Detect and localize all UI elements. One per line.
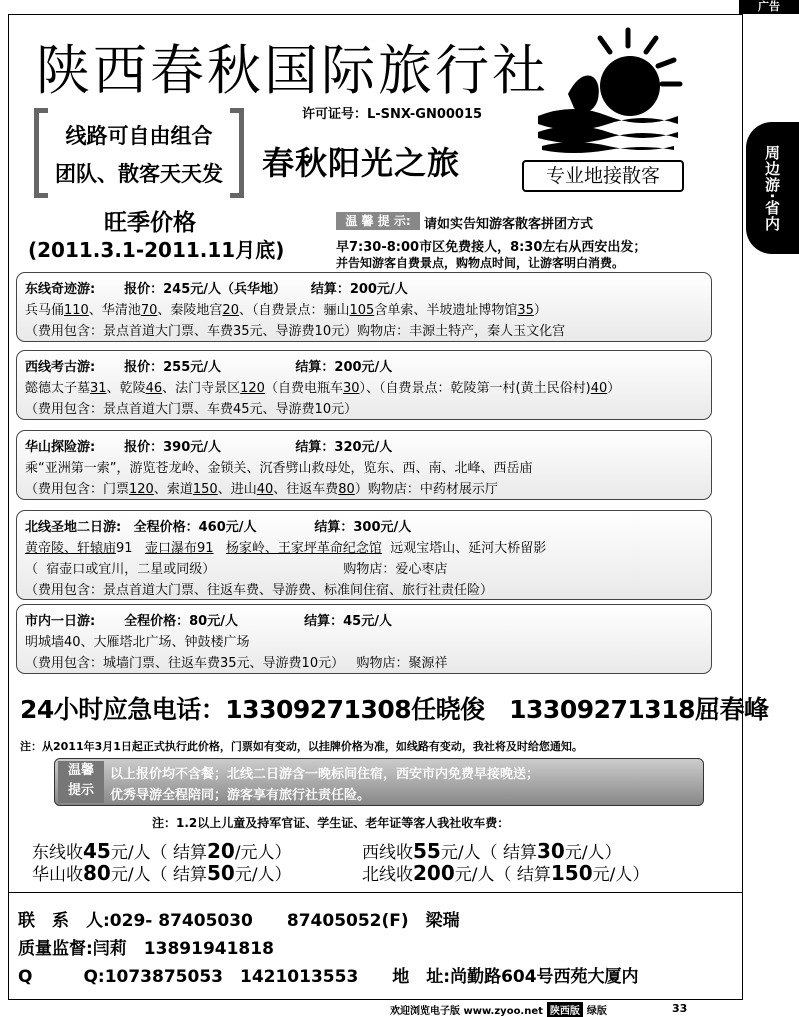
combo-line-2: 团队、散客天天发 (55, 161, 223, 186)
reminder-label (58, 761, 104, 803)
fee-settle-amount: 30 (536, 839, 565, 863)
reminder-label-2: 提示 (67, 783, 94, 798)
route-line: （费用包含：景点首道大门票、车费35元、导游费10元）购物店：丰源土特产，秦人玉文化宫 (25, 324, 566, 339)
fee-route: 华山收 (32, 865, 83, 885)
sun-wave-logo-icon (528, 24, 688, 156)
fee-route: 北线收 (362, 865, 413, 885)
combo-line-1: 线路可自由组合 (65, 123, 213, 148)
route-line: （费用包含：景点首道大门票、车费45元、导游费10元） (25, 402, 358, 417)
reminder-label-1: 温馨 (67, 763, 94, 778)
contact-person: 联 系 人:029- 87405030 87405052(F) 梁瑞 (18, 911, 460, 931)
company-name: 陕西春秋国际旅行社 (36, 39, 549, 102)
fee-huashan (32, 860, 292, 885)
route-line: 黄帝陵、轩辕庙91 壶口瀑布91 杨家岭、王家坪革命纪念馆 远观宝塔山、延河大桥留影 (25, 541, 547, 556)
footer (390, 1002, 607, 1017)
route-card-west (16, 350, 712, 420)
tip-label: 温 馨 提 示: (336, 212, 420, 230)
season-date-range: (2011.3.1-2011.11月底) (28, 238, 285, 262)
fee-route: 西线收 (362, 843, 413, 863)
fee-settle-amount: 20 (206, 839, 235, 863)
footer-site: 欢迎浏览电子版 www.zyoo.net (390, 1006, 543, 1017)
reminder-line-2: 优秀导游全程陪同；游客享有旅行社责任险。 (110, 788, 371, 803)
emergency-hotline: 24小时应急电话：13309271308任晓俊 13309271318屈春峰 (20, 695, 769, 724)
price-note: 注：从2011年3月1日起正式执行此价格，门票如有变动，以挂牌价格为准，如线路有变动，我社将及时给您通知。 (20, 740, 583, 753)
combo-callout (34, 108, 244, 198)
fee-unit: 元/人） (592, 865, 650, 885)
route-line: 兵马俑110、华清池70、秦陵地宫20、（自费景点：骊山105含单索、半坡遗址博物馆35） (25, 303, 547, 318)
fee-amount: 200 (413, 861, 455, 885)
fee-settle-label: 元/人（ 结算 (110, 843, 207, 863)
route-line: 北线圣地二日游: 全程价格：460元/人 结算：300元/人 (25, 520, 412, 535)
footer-edition: 绿版 (586, 1006, 607, 1017)
fee-north (362, 860, 649, 885)
route-line: （费用包含：景点首道大门票、往返车费、导游费、标准间住宿、旅行社责任险） (25, 583, 494, 598)
fee-settle-label: 元/人（ 结算 (454, 865, 551, 885)
route-card-city (16, 604, 712, 674)
route-line: （ 宿壶口或宜川，二星或同级） 购物店：爱心枣店 (25, 562, 448, 577)
fee-settle-label: 元/人（ 结算 (110, 865, 207, 885)
fee-amount: 80 (83, 861, 111, 885)
fee-settle-amount: 50 (206, 861, 235, 885)
route-card-huashan (16, 430, 712, 500)
route-line: 市内一日游: 全程价格：80元/人 结算：45元/人 (25, 614, 392, 629)
license-number: 许可证号：L-SNX-GN00015 (302, 107, 483, 122)
tip-line-2: 并告知游客自费景点，购物点时间，让游客明白消费。 (336, 256, 625, 270)
fee-unit: 元/人） (564, 843, 622, 863)
fee-amount: 45 (83, 839, 111, 863)
ad-tag: 广告 (739, 0, 799, 14)
fee-route: 东线收 (32, 843, 83, 863)
fee-settle-amount: 150 (550, 861, 593, 885)
child-fee-note: 注：1.2以上儿童及持军官证、学生证、老年证等客人我社收车费： (152, 816, 510, 830)
route-line: 华山探险游: 报价：390元/人 结算：320元/人 (25, 440, 393, 455)
fee-unit: 元/人） (234, 865, 292, 885)
reminder-line-1: 以上报价均不含餐；北线二日游含一晚标间住宿，西安市内免费早接晚送； (110, 767, 540, 782)
side-tab-category: 周边游·省内 (746, 122, 799, 254)
fee-unit: /元人） (234, 843, 292, 863)
footer-badge: 陕西版 (547, 1002, 583, 1017)
route-card-east (16, 272, 712, 342)
route-line: 西线考古游: 报价：255元/人 结算：200元/人 (25, 360, 393, 375)
right-bracket (230, 108, 244, 198)
route-line: 懿德太子墓31、乾陵46、法门寺景区120（自费电瓶车30）、（自费景点：乾陵第一村(黄土民俗村)40） (25, 381, 621, 396)
route-line: （费用包含：城墙门票、往返车费35元、导游费10元） 购物店：聚源祥 (25, 656, 448, 671)
route-line: 东线奇迹游: 报价：245元/人（兵华地） 结算：200元/人 (25, 282, 408, 297)
quality-supervisor: 质量监督:闫莉 13891941818 (18, 939, 274, 959)
qq-and-address: Q Q:1073875053 1421013553 地 址:尚勤路604号西苑大厦内 (18, 967, 639, 987)
route-line: 明城墙40、大雁塔北广场、钟鼓楼广场 (25, 635, 250, 650)
route-line: 乘“亚洲第一索”，游览苍龙岭、金锁关、沉香劈山救母处，览东、西、南、北峰、西岳庙 (25, 461, 533, 476)
tip-text: 请如实告知游客散客拼团方式 (424, 217, 594, 232)
tip-line-1: 早7:30-8:00市区免费接人，8:30左右从西安出发； (336, 240, 647, 255)
route-card-north (16, 510, 712, 600)
route-line: （费用包含：门票120、索道150、进山40、往返车费80）购物店：中药材展示厅 (25, 482, 498, 497)
fee-amount: 55 (413, 839, 441, 863)
local-service-badge: 专业地接散客 (522, 160, 684, 192)
fee-settle-label: 元/人（ 结算 (440, 843, 537, 863)
page-number: 33 (672, 1002, 688, 1015)
left-bracket (34, 108, 48, 198)
season-price-title: 旺季价格 (104, 210, 196, 236)
section-divider (8, 892, 743, 893)
slogan: 春秋阳光之旅 (262, 144, 461, 182)
